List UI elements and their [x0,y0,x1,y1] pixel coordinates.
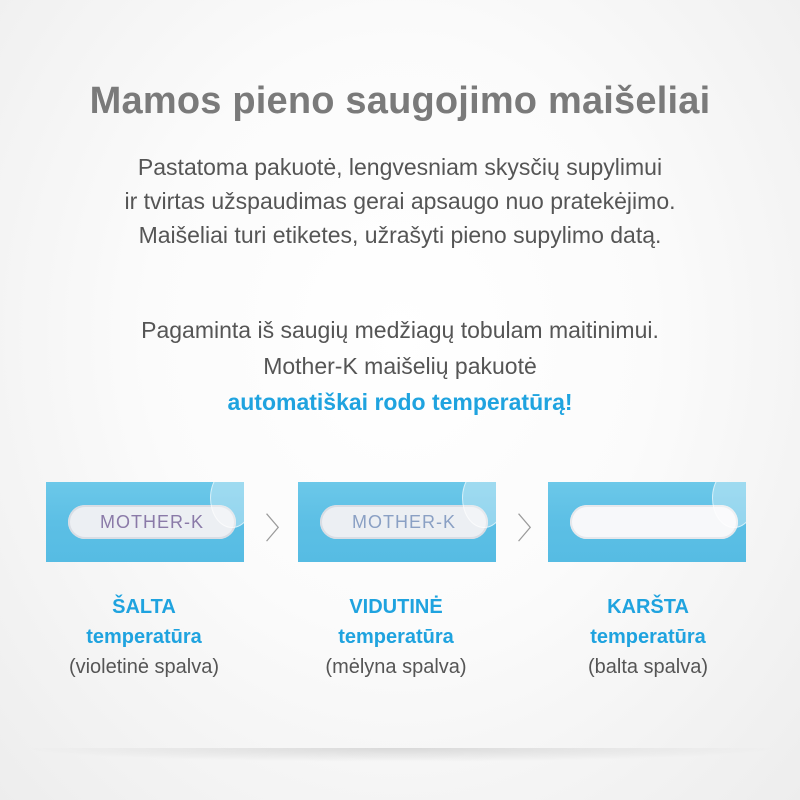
cold-subtitle: temperatūra [86,626,202,648]
description [0,150,800,252]
hot-indicator-image [548,482,746,562]
chevron-right-icon: 〉 [517,512,547,547]
medium-note: (mėlyna spalva) [325,656,467,678]
medium-indicator-label [320,505,488,539]
medium-indicator-label-text: MOTHER-K [352,511,456,532]
hot-note: (balta spalva) [587,656,709,678]
cold-indicator-image [46,482,244,562]
cold-caption [24,592,264,682]
description-line-2: ir tvirtas užspaudimas gerai apsaugo nuo pratekėjimo. [124,188,676,214]
medium-title: VIDUTINĖ [349,596,443,618]
hot-subtitle: temperatūra [590,626,706,648]
cold-title: ŠALTA [112,596,176,618]
description-line-3: Maišeliai turi etiketes, užrašyti pieno supylimo datą. [138,222,662,248]
cold-note: (violetinė spalva) [68,656,220,678]
hot-title: KARŠTA [607,596,689,618]
chevron-right-icon: 〉 [265,512,295,547]
feature-text [0,312,800,420]
hot-indicator-label [570,505,738,539]
cold-indicator-label [68,505,236,539]
hot-caption [528,592,768,682]
bottom-shadow [20,748,780,762]
feature-highlight: automatiškai rodo temperatūrą! [227,389,573,415]
medium-indicator-image [298,482,496,562]
page-title: Mamos pieno saugojimo maišeliai [89,80,711,122]
medium-caption [276,592,516,682]
medium-subtitle: temperatūra [338,626,454,648]
feature-line-2: Mother-K maišelių pakuotė [263,353,537,379]
feature-line-1: Pagaminta iš saugių medžiagų tobulam maitinimui. [141,317,659,343]
description-line-1: Pastatoma pakuotė, lengvesniam skysčių supylimui [137,154,663,180]
cold-indicator-label-text: MOTHER-K [100,511,204,532]
